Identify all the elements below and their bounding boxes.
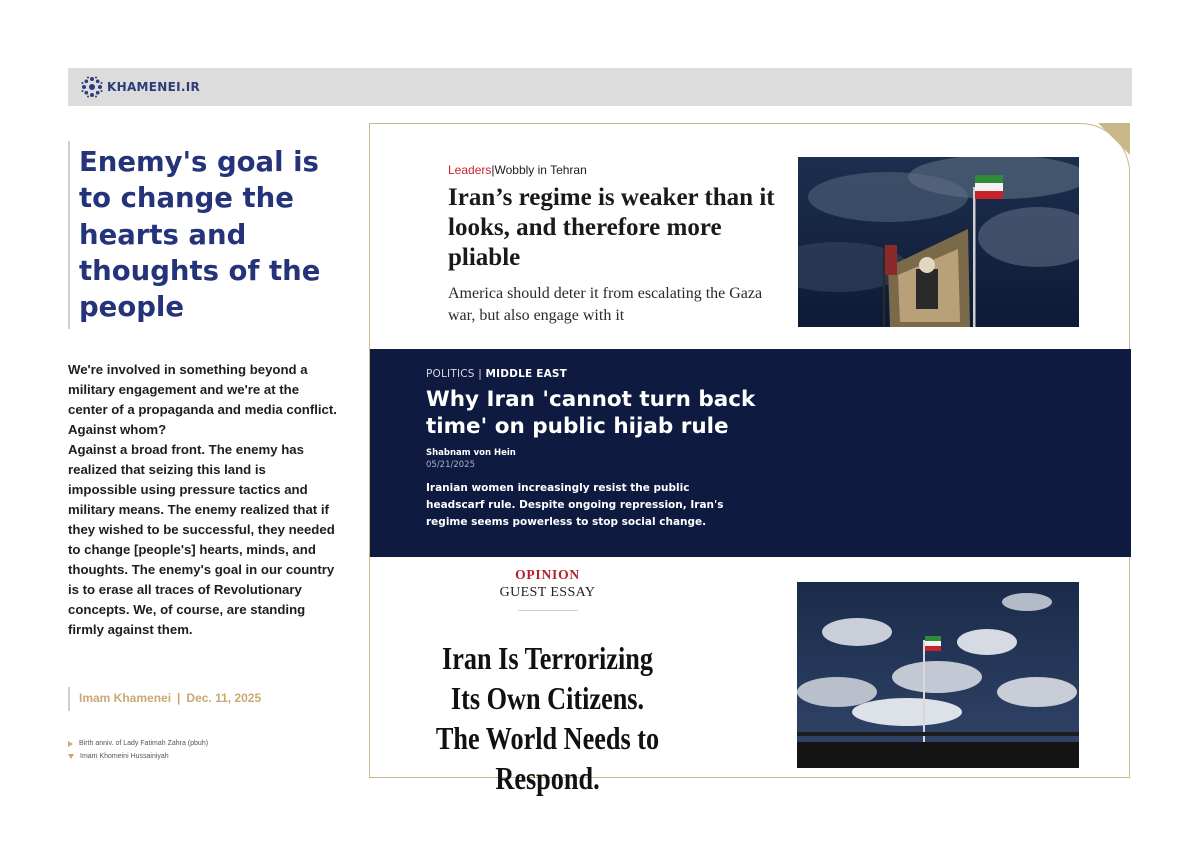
article3-photo[interactable] [797, 582, 1079, 768]
article3-label[interactable]: OPINION [515, 567, 580, 582]
article2-dek: Iranian women increasingly resist the public headscarf rule. Despite ongoing repression, Iran's regime seems powerless to stop social change. [426, 482, 724, 528]
article1-dek: America should deter it from escalating the Gaza war, but also engage with it [448, 285, 763, 324]
triangle-right-icon [68, 741, 73, 747]
quote-headline: Enemy's goal is to change the hearts and thoughts of the people [79, 146, 321, 324]
article2-separator: | [478, 368, 482, 380]
attribution-date: Dec. 11, 2025 [186, 691, 262, 705]
headline-rule [68, 141, 70, 329]
article2-title[interactable]: Why Iran 'cannot turn back time' on public hijab rule [426, 387, 756, 439]
article3-title[interactable]: Iran Is Terrorizing Its Own Citizens. The World Needs to Respond. [435, 640, 660, 796]
article3-photo-image [797, 582, 1079, 768]
corner-decoration [1098, 123, 1130, 155]
article2-author[interactable]: Shabnam von Hein [426, 448, 516, 458]
attribution-rule [68, 687, 70, 711]
attribution-separator: | [177, 691, 181, 705]
article2-section[interactable]: POLITICS [426, 368, 475, 380]
logo-text: KHAMENEI.IR [107, 80, 201, 94]
logo-emblem-icon [80, 75, 104, 99]
article1-title[interactable]: Iran’s regime is weaker than it looks, and therefore more pliable [448, 184, 775, 271]
article1-section[interactable]: Leaders [448, 163, 492, 177]
article1-photo-image [798, 157, 1079, 327]
note-venue-text: Imam Khomeini Hussainiyah [80, 753, 169, 760]
article3-sublabel: GUEST ESSAY [499, 585, 596, 600]
triangle-down-icon [68, 754, 74, 759]
site-logo[interactable] [80, 74, 200, 100]
attribution-name: Imam Khamenei [79, 691, 172, 705]
quote-body: We're involved in something beyond a military engagement and we're at the center of a propaganda and media conflict. Against whom? Against a broad front. The enemy has realized that seizing this land is impossible using pressure tactics and military means. The enemy realized that if they wished to be successful, they needed to change [people's] hearts, minds, and thoughts. The enemy's goal in our country is to erase all traces of Revolutionary concepts. We, of course, are standing firmly against them. [68, 362, 337, 637]
article2-subsection[interactable]: MIDDLE EAST [485, 368, 568, 380]
article1-topic: Wobbly in Tehran [494, 163, 587, 177]
article2-date: 05/21/2025 [426, 460, 475, 470]
article1-separator: | [491, 163, 495, 177]
article2-kicker [426, 368, 567, 380]
note-occasion-text: Birth anniv. of Lady Fatimah Zahra (pbuh) [79, 740, 209, 747]
article1-kicker [448, 163, 587, 177]
article1-photo[interactable] [798, 157, 1079, 327]
attribution [79, 691, 261, 705]
context-notes [68, 737, 208, 763]
note-occasion [68, 737, 208, 750]
article3-divider [518, 610, 578, 611]
site-header-bar [68, 68, 1132, 106]
note-venue [68, 750, 208, 763]
